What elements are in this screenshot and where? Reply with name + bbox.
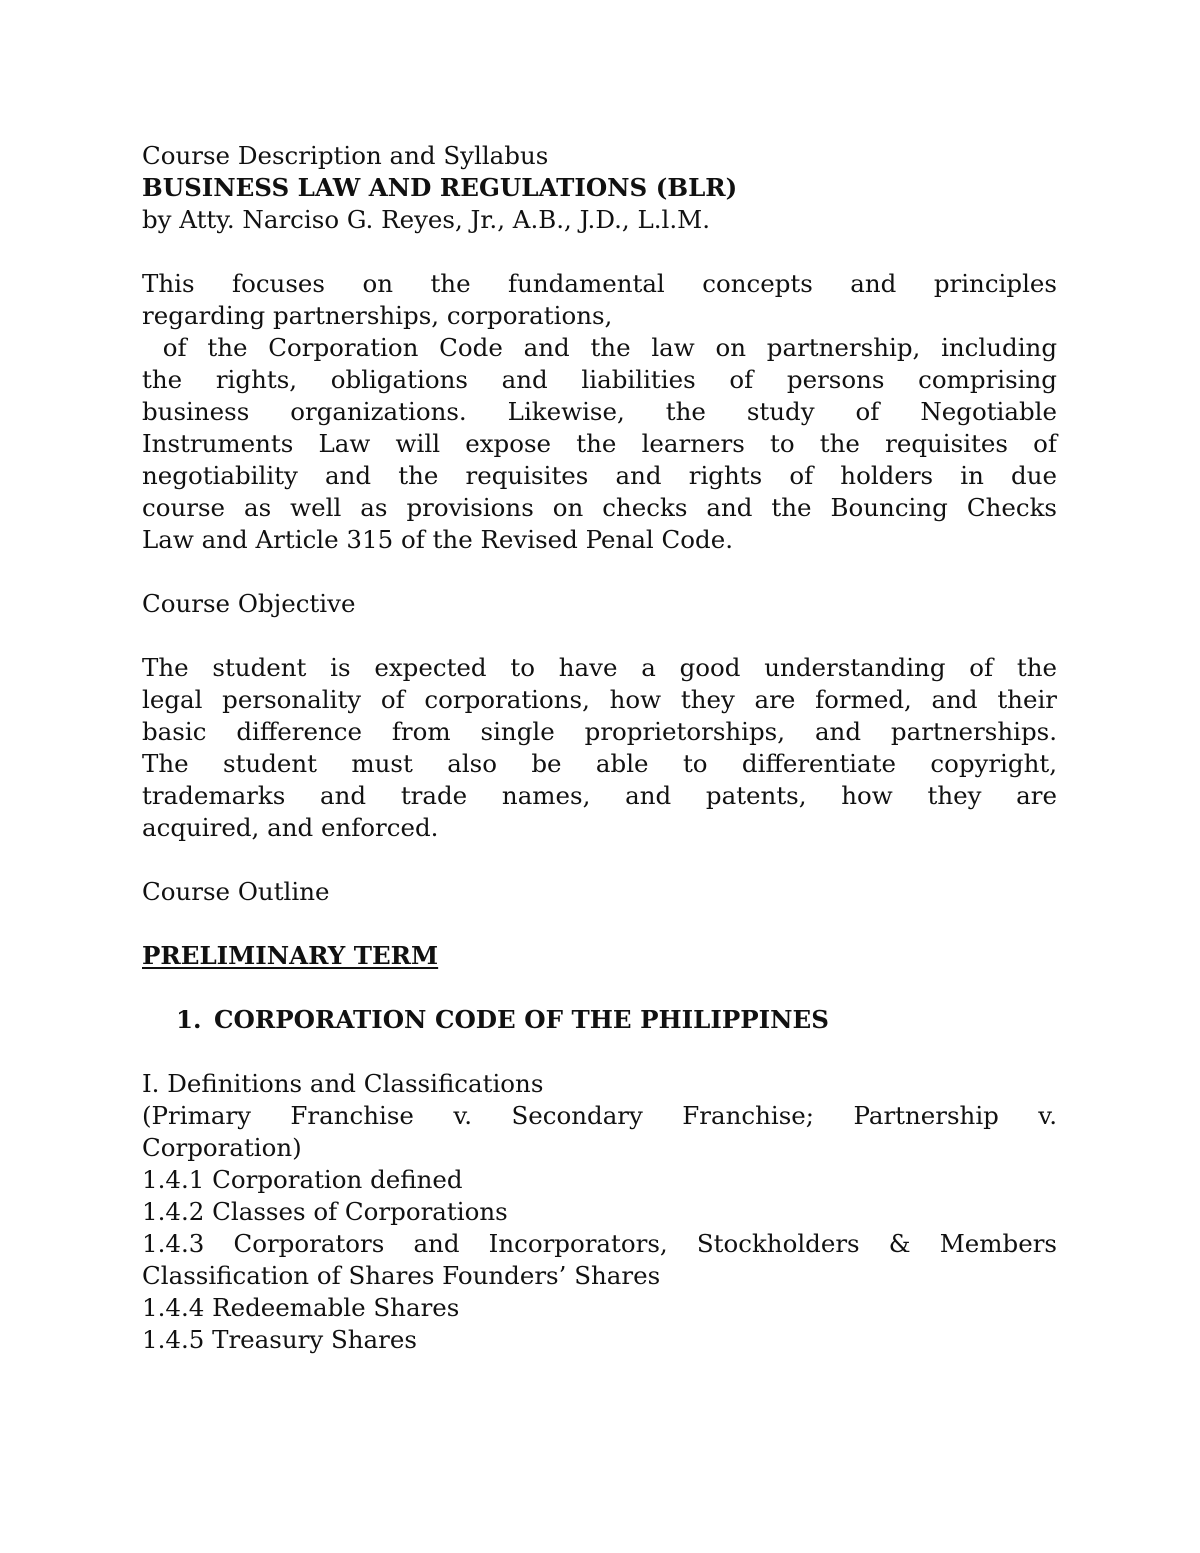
spacer	[142, 844, 1057, 876]
objective-line: trademarks and trade names, and patents, how they are	[142, 781, 1057, 810]
outline-item: 1.4.3 Corporators and Incorporators, Stockholders & Members	[142, 1229, 1057, 1258]
description-line: of the Corporation Code and the law on partnership, including	[142, 333, 1057, 362]
description-line: Instruments Law will expose the learners to the requisites of	[142, 429, 1057, 458]
description-line: Law and Article 315 of the Revised Penal Code.	[142, 525, 734, 554]
document-type: Course Description and Syllabus	[142, 141, 549, 170]
course-description	[142, 268, 1057, 556]
description-line: negotiability and the requisites and rights of holders in due	[142, 461, 1057, 490]
section-number: 1.	[176, 1005, 202, 1034]
spacer	[142, 972, 1057, 1004]
outline-item: 1.4.4 Redeemable Shares	[142, 1293, 460, 1322]
spacer	[142, 556, 1057, 588]
note-line: Corporation)	[142, 1133, 302, 1162]
objective-line: The student is expected to have a good understanding of the	[142, 653, 1057, 682]
objective-heading: Course Objective	[142, 589, 356, 618]
spacer	[142, 620, 1057, 652]
outline-item: 1.4.2 Classes of Corporations	[142, 1197, 508, 1226]
description-line: This focuses on the fundamental concepts and principles	[142, 269, 1057, 298]
section-heading	[142, 1004, 1057, 1036]
section-title: CORPORATION CODE OF THE PHILIPPINES	[214, 1005, 829, 1034]
description-line: the rights, obligations and liabilities of persons comprising	[142, 365, 1057, 394]
description-line: course as well as provisions on checks and the Bouncing Checks	[142, 493, 1057, 522]
course-title: BUSINESS LAW AND REGULATIONS (BLR)	[142, 173, 738, 202]
objective-line: basic difference from single proprietorships, and partnerships.	[142, 717, 1057, 746]
note-line: (Primary Franchise v. Secondary Franchise; Partnership v.	[142, 1101, 1057, 1130]
objective-line: The student must also be able to differentiate copyright,	[142, 749, 1057, 778]
outline-item: 1.4.5 Treasury Shares	[142, 1325, 417, 1354]
spacer	[142, 908, 1057, 940]
description-line: business organizations. Likewise, the study of Negotiable	[142, 397, 1057, 426]
outline-heading: Course Outline	[142, 877, 330, 906]
objective-line: legal personality of corporations, how they are formed, and their	[142, 685, 1057, 714]
outline-items	[142, 1164, 1057, 1356]
author-line: by Atty. Narciso G. Reyes, Jr., A.B., J.D., L.l.M.	[142, 205, 711, 234]
outline-item: 1.4.1 Corporation defined	[142, 1165, 463, 1194]
term-heading: PRELIMINARY TERM	[142, 941, 439, 970]
objective-line: acquired, and enforced.	[142, 813, 439, 842]
spacer	[142, 236, 1057, 268]
course-objective	[142, 652, 1057, 844]
description-line: regarding partnerships, corporations,	[142, 301, 613, 330]
document-page	[142, 140, 1057, 1356]
subsection-heading: I. Definitions and Classifications	[142, 1069, 544, 1098]
spacer	[142, 1036, 1057, 1068]
outline-item: Classification of Shares Founders’ Shares	[142, 1261, 661, 1290]
